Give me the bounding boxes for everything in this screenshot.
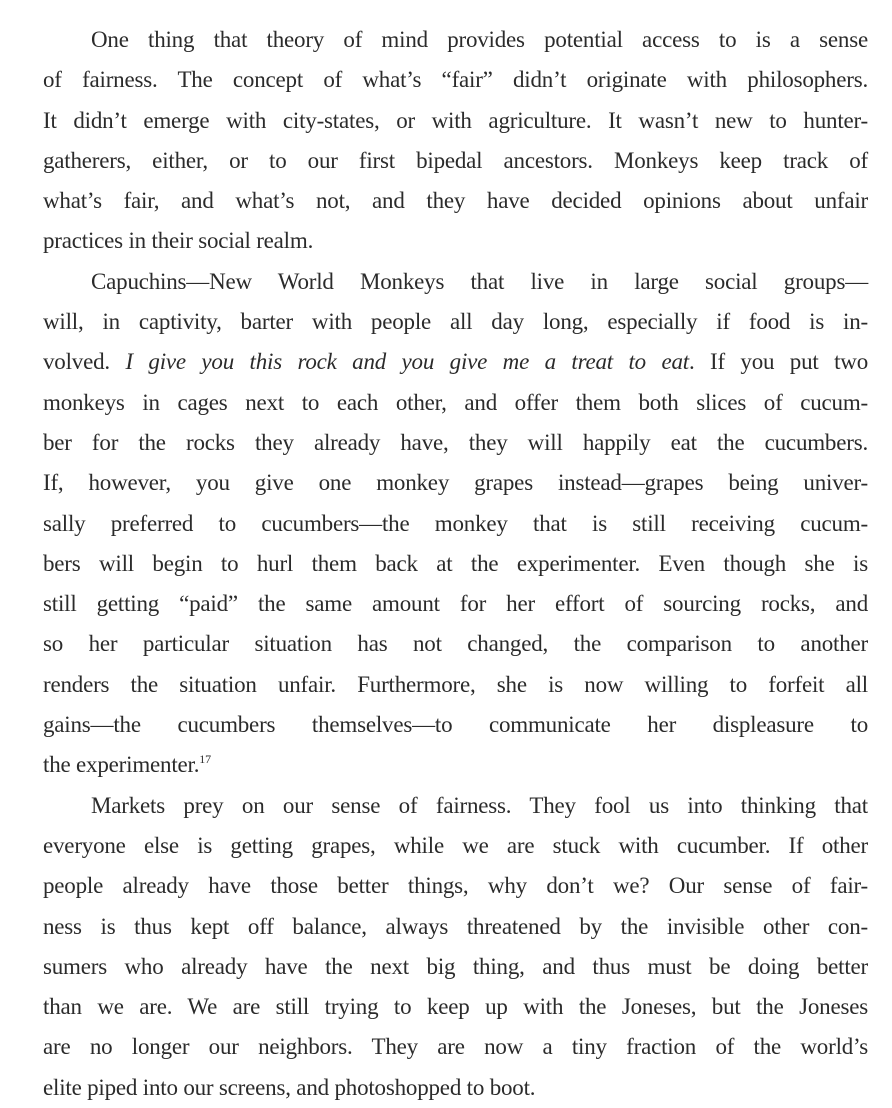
text-segment: . If you put two: [688, 349, 868, 375]
text-line: will, in captivity, barter with people all day long, especially if food is in-: [43, 309, 868, 335]
text-segment: volved.: [43, 349, 126, 375]
paragraph-fairness-intro: [43, 20, 868, 262]
text-line: elite piped into our screens, and photoshopped to boot.: [43, 1074, 536, 1100]
text-line: Capuchins—New World Monkeys that live in large social groups—: [91, 268, 868, 294]
text-line: everyone else is getting grapes, while we are stuck with cucumber. If other: [43, 832, 868, 858]
paragraph-capuchins: [43, 262, 868, 786]
paragraph-markets: [43, 786, 868, 1108]
text-line: what’s fair, and what’s not, and they have decided opinions about unfair: [43, 188, 868, 214]
text-line: ness is thus kept off balance, always threatened by the invisible other con-: [43, 913, 868, 939]
footnote-marker[interactable]: 17: [199, 752, 211, 767]
text-line: Markets prey on our sense of fairness. They fool us into thinking that: [91, 792, 868, 818]
text-line: gatherers, either, or to our first bipedal ancestors. Monkeys keep track of: [43, 147, 868, 173]
text-line-with-italic: [43, 342, 868, 382]
text-segment: the experimenter.: [43, 752, 200, 778]
text-line: than we are. We are still trying to keep up with the Joneses, but the Joneses: [43, 994, 868, 1020]
text-line: It didn’t emerge with city-states, or with agriculture. It wasn’t new to hunter-: [43, 107, 868, 133]
book-page: [43, 20, 868, 1108]
text-line: people already have those better things, why don’t we? Our sense of fair-: [43, 873, 868, 899]
text-line: bers will begin to hurl them back at the experimenter. Even though she is: [43, 550, 868, 576]
text-line: monkeys in cages next to each other, and offer them both slices of cucum-: [43, 389, 868, 415]
text-line: renders the situation unfair. Furthermore, she is now willing to forfeit all: [43, 671, 868, 697]
text-line: gains—the cucumbers themselves—to communicate her displeasure to: [43, 712, 868, 738]
text-line: still getting “paid” the same amount for her effort of sourcing rocks, and: [43, 591, 868, 617]
text-line: are no longer our neighbors. They are now a tiny fraction of the world’s: [43, 1034, 868, 1060]
text-line: of fairness. The concept of what’s “fair” didn’t originate with philosophers.: [43, 67, 868, 93]
text-line: One thing that theory of mind provides potential access to is a sense: [91, 27, 868, 52]
text-line: practices in their social realm.: [43, 228, 314, 254]
text-line: ber for the rocks they already have, they will happily eat the cucumbers.: [43, 429, 868, 455]
text-line: sumers who already have the next big thing, and thus must be doing better: [43, 953, 868, 979]
text-line: If, however, you give one monkey grapes instead—grapes being univer-: [43, 470, 868, 496]
italic-quote: I give you this rock and you give me a treat to eat: [125, 349, 689, 375]
text-line-with-footnote: [43, 745, 868, 785]
text-line: so her particular situation has not changed, the comparison to another: [43, 631, 868, 657]
text-line: sally preferred to cucumbers—the monkey that is still receiving cucum-: [43, 510, 868, 536]
